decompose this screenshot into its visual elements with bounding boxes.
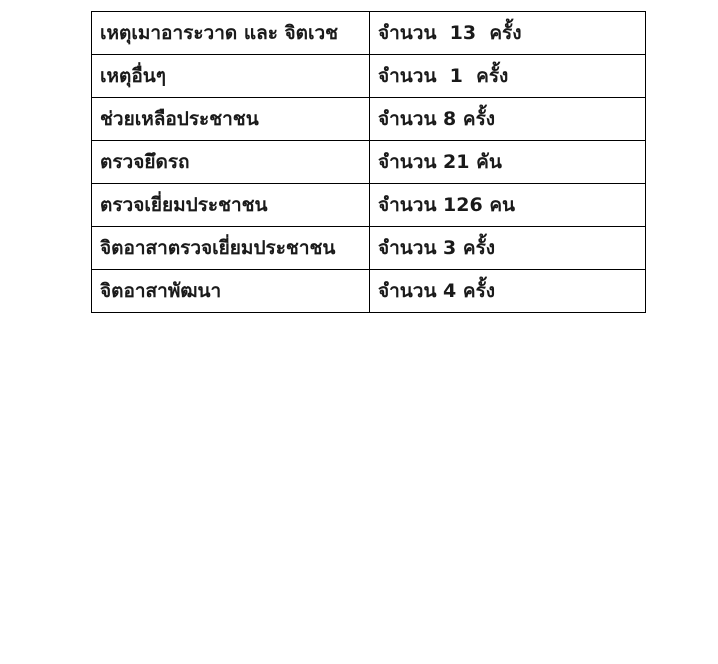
row-item-cell: ตรวจเยี่ยมประชาชน: [92, 184, 370, 227]
table-row: [92, 55, 646, 98]
table-row: [92, 270, 646, 313]
table-row: [92, 141, 646, 184]
row-count-cell: จำนวน 4 ครั้ง: [370, 270, 646, 313]
table-row: [92, 98, 646, 141]
row-item-cell: ตรวจยึดรถ: [92, 141, 370, 184]
row-count-cell: จำนวน 13 ครั้ง: [370, 12, 646, 55]
statistics-table: [91, 11, 646, 313]
row-item-cell: จิตอาสาตรวจเยี่ยมประชาชน: [92, 227, 370, 270]
row-item-cell: ช่วยเหลือประชาชน: [92, 98, 370, 141]
row-item-cell: เหตุอื่นๆ: [92, 55, 370, 98]
table-row: [92, 227, 646, 270]
row-item-cell: เหตุเมาอาระวาด และ จิตเวช: [92, 12, 370, 55]
row-count-cell: จำนวน 21 คัน: [370, 141, 646, 184]
row-count-cell: จำนวน 1 ครั้ง: [370, 55, 646, 98]
row-item-cell: จิตอาสาพัฒนา: [92, 270, 370, 313]
row-count-cell: จำนวน 3 ครั้ง: [370, 227, 646, 270]
table-row: [92, 12, 646, 55]
row-count-cell: จำนวน 8 ครั้ง: [370, 98, 646, 141]
row-count-cell: จำนวน 126 คน: [370, 184, 646, 227]
table-row: [92, 184, 646, 227]
